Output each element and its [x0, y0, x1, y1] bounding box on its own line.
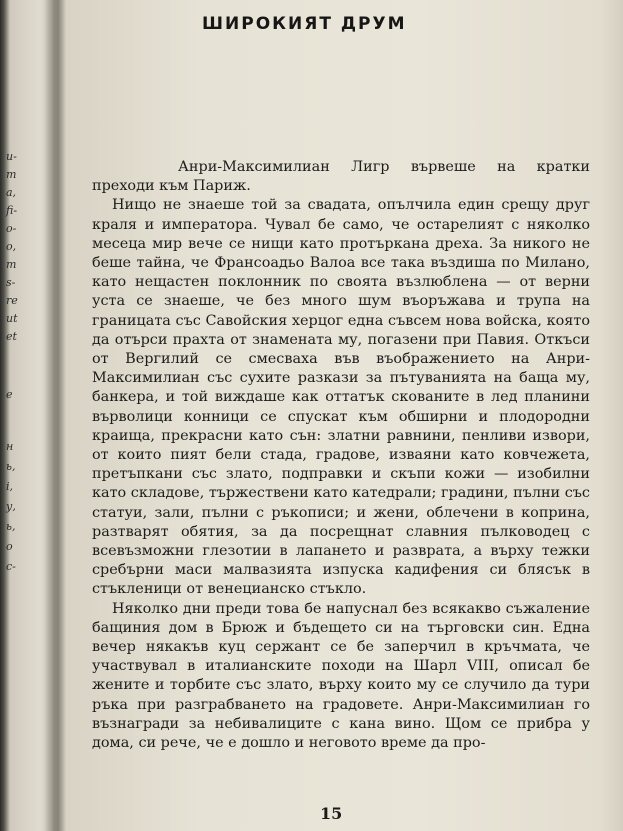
left-page-fragment: e [6, 388, 13, 401]
left-page-fragment: et [6, 330, 17, 343]
left-page-fragment: re [6, 294, 18, 307]
left-page-fragment: a, [6, 186, 17, 199]
left-page-fragment: н [6, 440, 14, 453]
paragraph: Няколко дни преди това бе напуснал без всякакво съжаление бащиния дом в Брюж и бъдещето си на търговски син. Една вечер някакъв куц сержант се бе заперчил в кръчмата, че участвувал в италианските походи на Шарл VIII, описал бе жените и торбите със злато, върху които му се случило да тури ръка при разграбването на градовете. Анри-Максимилиан го възнагради за небивалиците с кана вино. Щом се прибра у дома, си рече, че е дошло и неговото време да про- [92, 600, 590, 752]
left-page-fragment: i, [6, 480, 14, 493]
left-page-fragment: fi- [6, 204, 18, 217]
left-page-fragment: s- [6, 276, 16, 289]
page-number: 15 [320, 804, 343, 823]
book-page [70, 0, 623, 831]
left-page-fragment: ь, [6, 520, 16, 533]
paragraph: Нищо не знаеше той за свадата, опълчила един срещу друг краля и императора. Чувал бе само, че остарелият с няколко месеца мир вече се нищи като протъркана дреха. За никого не беше тайна, че Франсоадьо Валоа все така въздиша по Милано, като нещастен поклонник по своята възлюблена — от верни уста се знаеше, че без много шум въоръжава и трупа на границата със Савойския херцог една съвсем нова войска, която да отърси прахта от знамената му, погазени при Павия. Откъси от Вергилий се смесваха във въображението на Анри-Максимилиан със сухите разкази за пътуванията на баща му, банкера, и той виждаше как оттатък скованите в лед планини върволици конници се спускат към обширни и плодородни краища, прекрасни като сън: златни равнини, пенливи извори, от които пият бели стада, градове, изваяни като ковчежета, претъпкани със злато, подправки и скъпи кожи — изобилни като складове, тържествени като катедрали; градини, пълни със статуи, зали, пълни с ръкописи; и жени, облечени в коприна, разтварят обятия, за да посрещнат славния пълководец с всевъзможни глезотии в лапането и разврата, а върху тежки сребърни маси малвазията изпуска кадифения си блясък в стъкленици от венецианско стъкло. [92, 197, 590, 598]
book-gutter [44, 0, 66, 831]
left-page-fragment: ut [6, 312, 18, 325]
left-page-fragment: у, [6, 500, 16, 513]
left-page-fragment: m [6, 258, 17, 271]
left-page-fragment: o- [6, 222, 17, 235]
left-page-fragment: с- [6, 560, 16, 573]
left-page-fragment: u- [6, 150, 17, 163]
left-page-fragment: m [6, 168, 17, 181]
left-page-fragment: ь, [6, 460, 16, 473]
left-page-fragment: о [6, 540, 13, 553]
body-text [92, 158, 590, 753]
running-head: ШИРОКИЯТ ДРУМ [202, 14, 407, 34]
paragraph: Анри-Максимилиан Лигр вървеше на кратки преходи към Париж. [92, 159, 590, 195]
left-page-fragment: o, [6, 240, 17, 253]
